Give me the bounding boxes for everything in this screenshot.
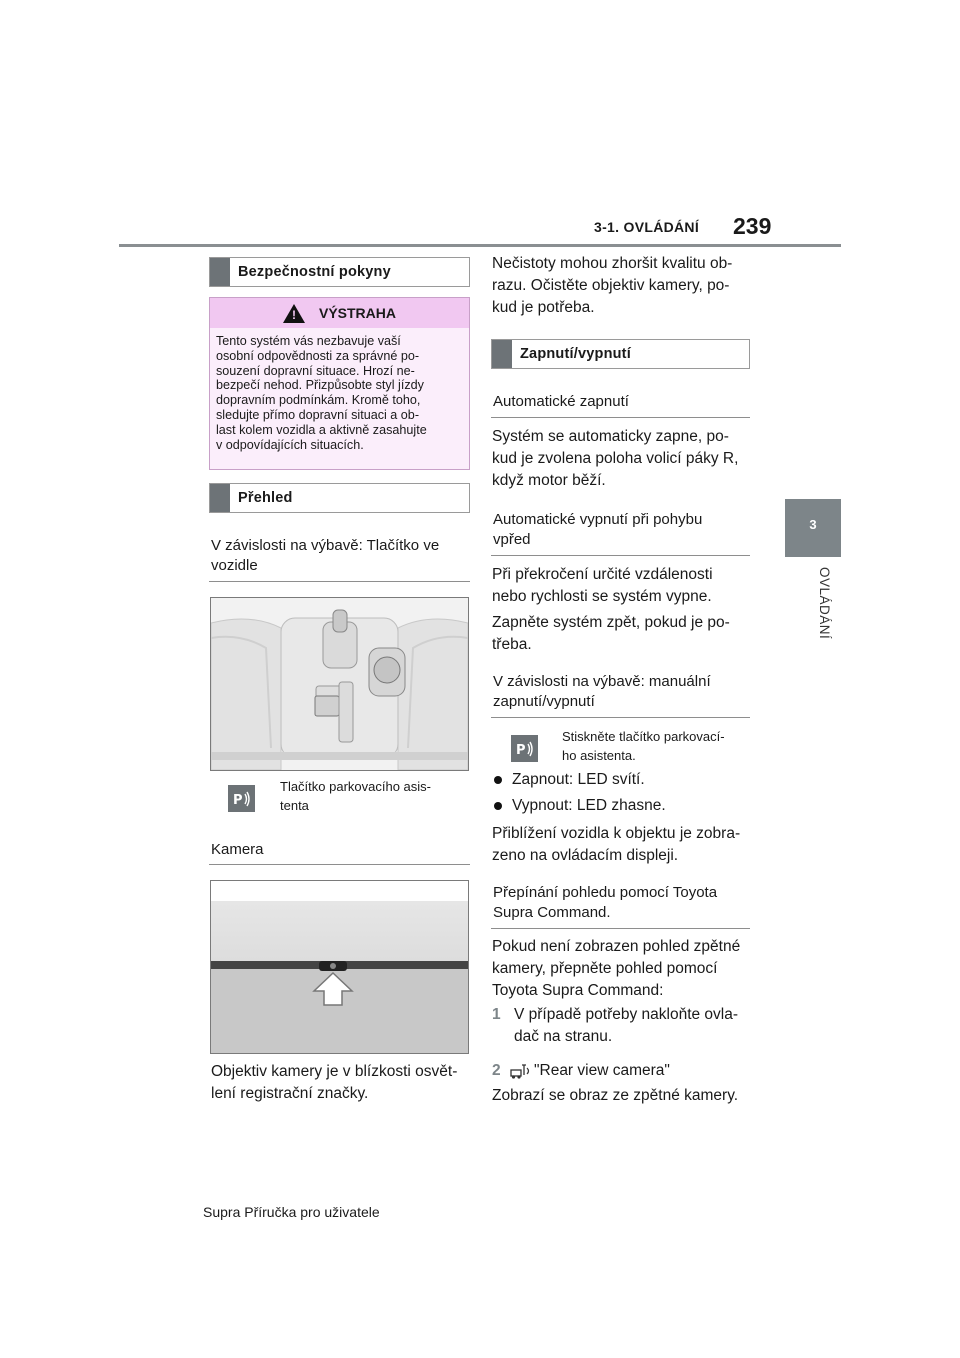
bullet-item: Vypnout: LED zhasne. [492,795,754,817]
overview-heading-text: Přehled [238,490,293,506]
console-drawing [211,598,468,770]
warning-header [210,298,469,328]
intro-text: Nečistoty mohou zhoršit kvalitu ob- razu. Očistěte objektiv kamery, po- kud je potřeba. [492,255,733,316]
step-1: 1 V případě potřeby nakloňte ovla- dač na stranu. [492,1004,754,1048]
auto-off-text1: Při překročení určité vzdálenosti nebo rychlosti se systém vypne. [492,566,713,605]
park-assist-icon-2 [511,735,538,762]
park-assist-icon [228,785,255,812]
svg-text:P: P [232,792,243,808]
console-illustration [210,597,469,771]
button-subheading: V závislosti na výbavě: Tlačítko ve vozidle [209,536,470,582]
onoff-heading-text: Zapnutí/vypnutí [520,346,631,362]
safety-heading-text: Bezpečnostní pokyny [238,264,391,280]
step-number: 1 [492,1006,501,1023]
warning-title: VÝSTRAHA [318,305,396,321]
bullet-item: Zapnout: LED svítí. [492,769,754,791]
chapter-label-wrap [784,567,844,657]
auto-on-subheading: Automatické zapnutí [491,392,750,418]
warning-icon: ! [283,304,305,323]
bullet-dot [494,776,502,784]
auto-off-text2: Zapněte systém zpět, pokud je po- třeba. [492,614,730,653]
step-number: 2 [492,1062,501,1079]
press-caption: Stiskněte tlačítko parkovací- ho asistenta. [562,729,725,763]
park-button-caption: Tlačítko parkovacího asis- tenta [280,779,432,813]
auto-on-text: Systém se automaticky zapne, po- kud je zvolena poloha volicí páky R, když motor běží. [492,428,739,489]
camera-subheading: Kamera [209,840,470,865]
final-text: Zobrazí se obraz ze zpětné kamery. [492,1087,739,1104]
camera-illustration [210,880,469,1054]
switch-text: Pokud není zobrazen pohled zpětné kamery, přepněte pohled pomocí Toyota Supra Command: [492,938,741,999]
approach-text: Přiblížení vozidla k objektu je zobra- zeno na ovládacím displeji. [492,825,741,864]
onoff-heading [491,339,750,369]
rear-camera-icon [510,1062,532,1080]
chapter-number: 3 [809,517,817,532]
chapter-label: OVLÁDÁNÍ [817,567,832,640]
svg-text:P: P [515,742,526,758]
chapter-tab [785,499,841,557]
step-2: 2 "Rear view camera" [492,1060,754,1082]
switch-subheading: Přepínání pohledu pomocí Toyota Supra Command. [491,883,750,929]
warning-box [209,297,470,470]
manual-subheading: V závislosti na výbavě: manuální zapnutí/vypnutí [491,672,750,718]
overview-heading [209,483,470,513]
safety-heading [209,257,470,287]
auto-off-subheading: Automatické vypnutí při pohybu vpřed [491,510,750,556]
section-title: 3-1. OVLÁDÁNÍ [594,219,700,235]
page-number: 239 [733,213,772,239]
camera-drawing [211,881,468,1053]
bullet-dot [494,802,502,810]
camera-text: Objektiv kamery je v blízkosti osvět- lení registrační značky. [211,1063,458,1102]
warning-text: Tento systém vás nezbavuje vaší osobní odpovědnosti za správné po- souzení dopravní situace. Hrozí ne- bezpečí nehod. Přizpůsobte styl jízdy dopravním podmínkám. Kromě toho, sledujte přímo dopravní situaci a ob- last kolem vozidla a aktivně zasahujte v odpovídajících situacích. [216,334,427,452]
led-bullets [492,769,754,817]
footer-title: Supra Příručka pro uživatele [203,1204,380,1220]
header-rule [119,244,841,247]
